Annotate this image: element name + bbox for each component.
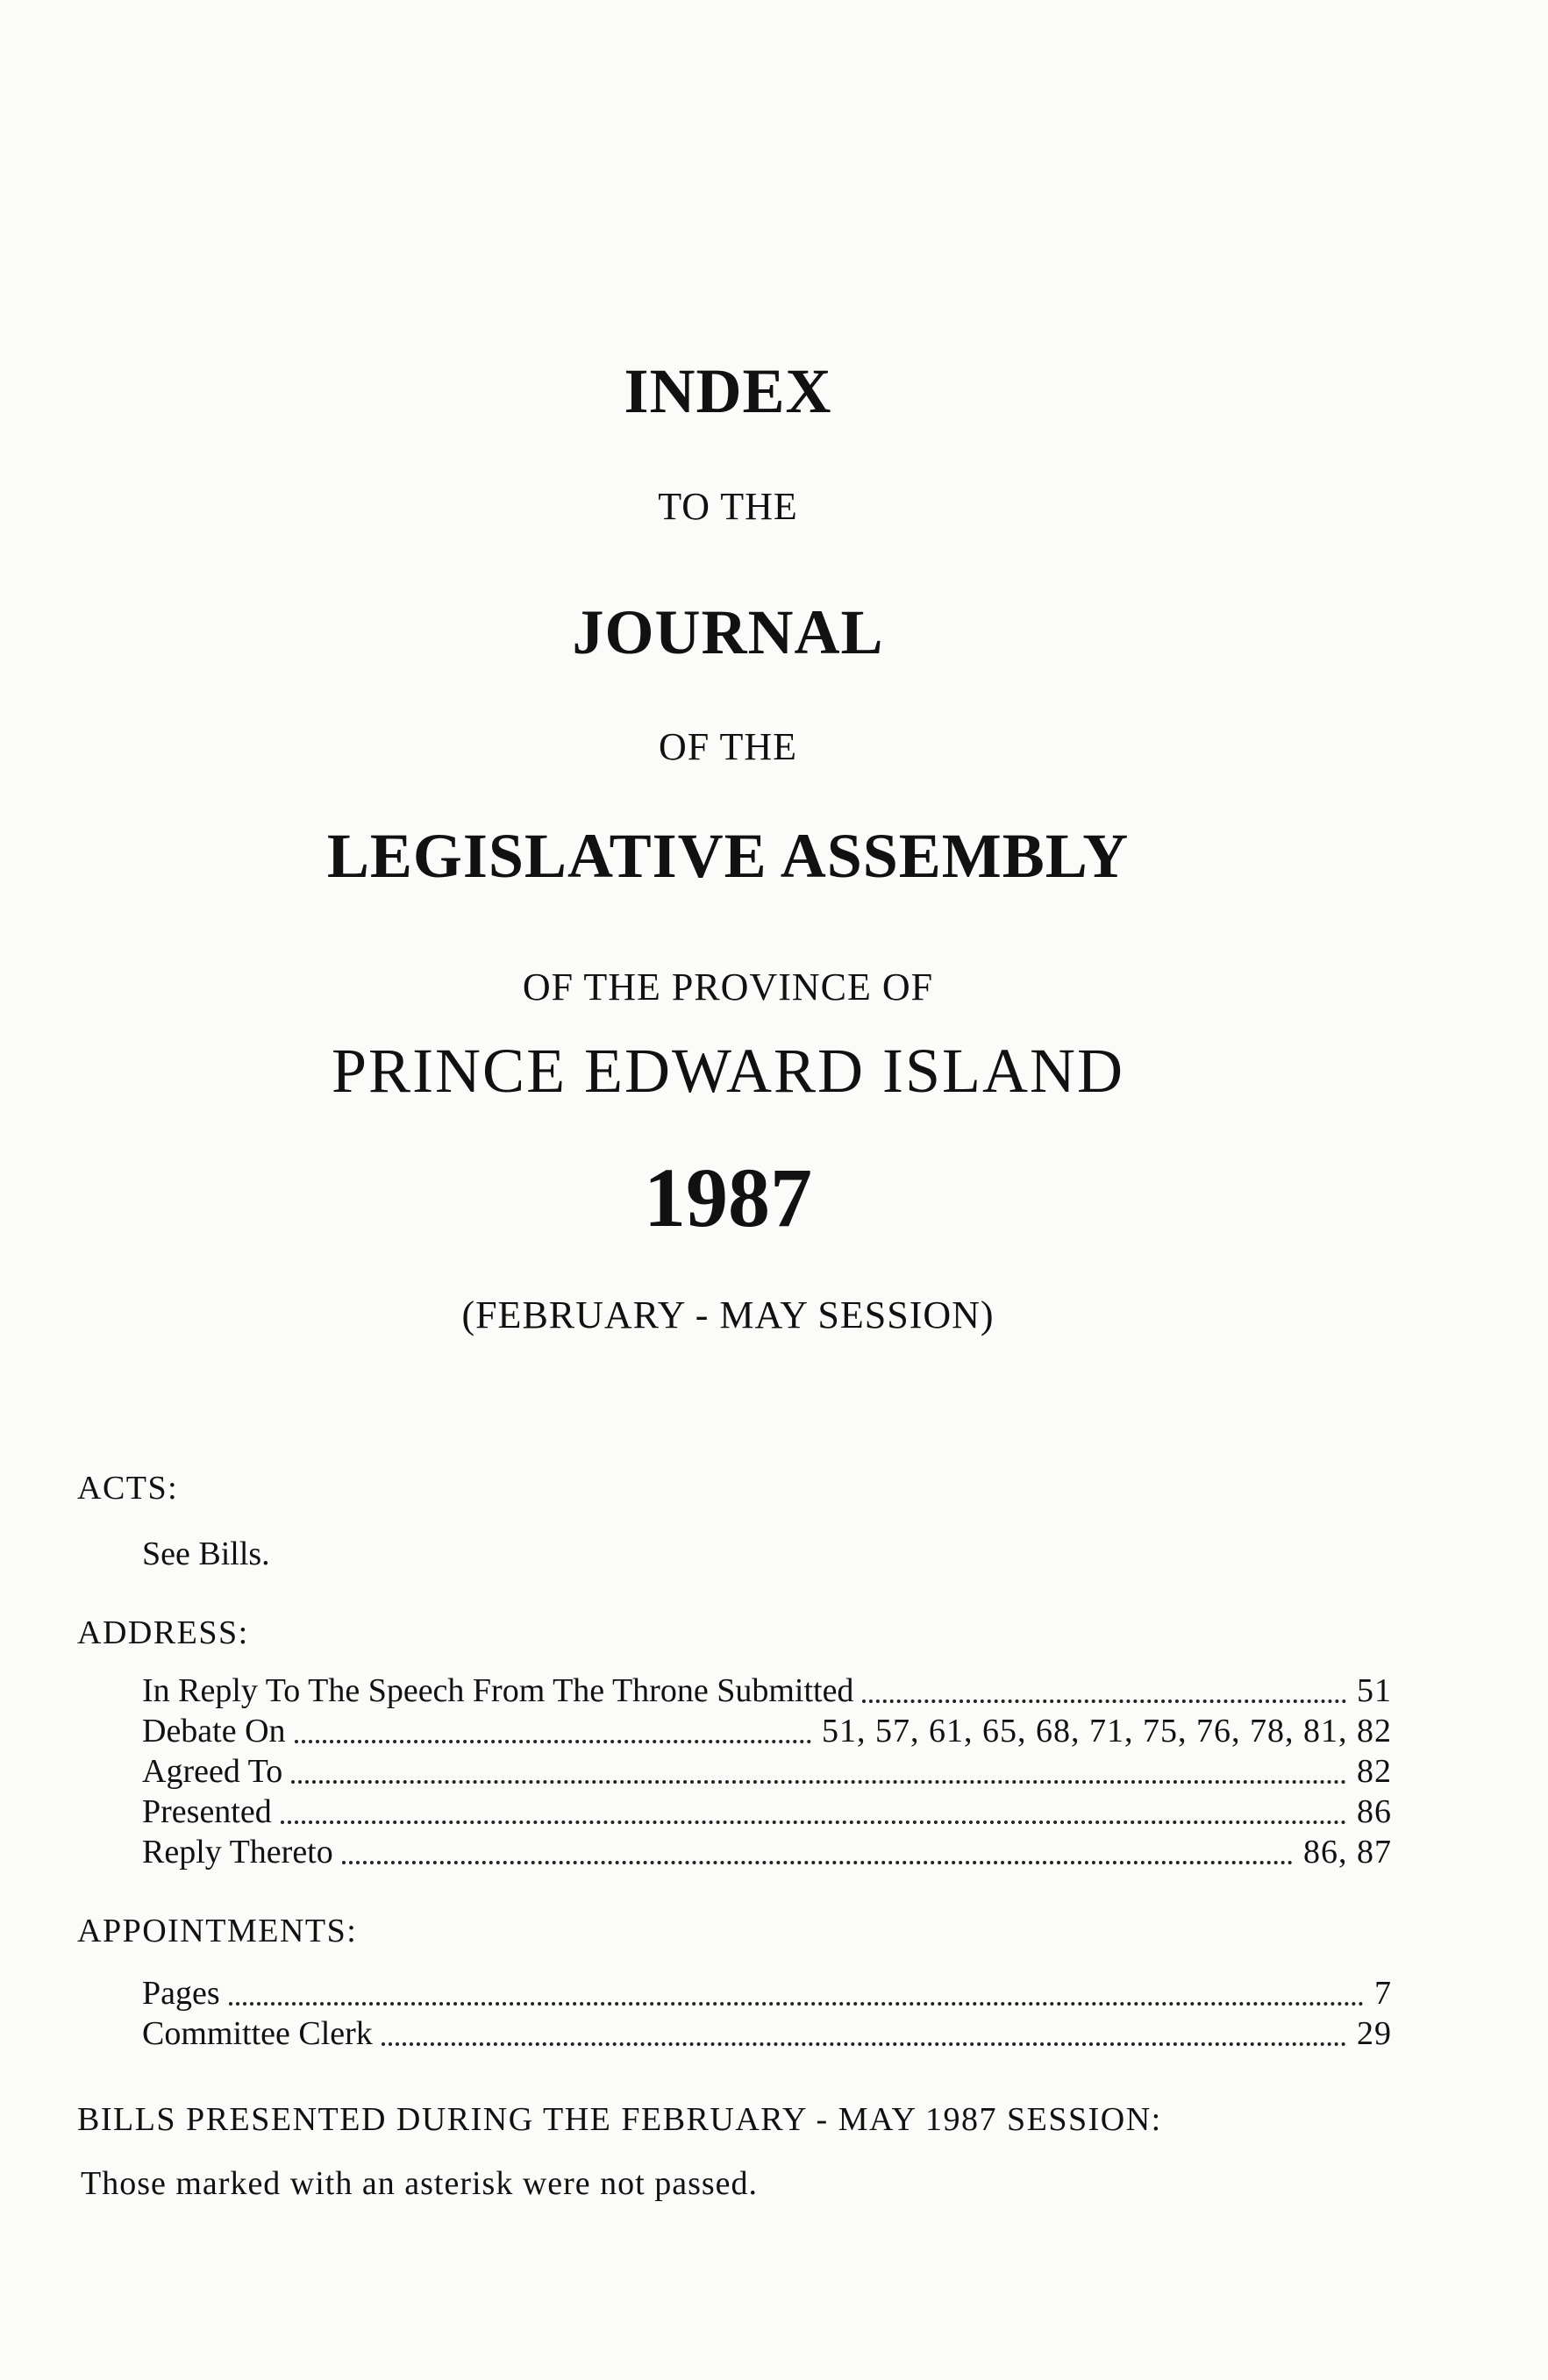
entry-pages: 51 [1357,1672,1392,1709]
entry-label: Reply Thereto [142,1834,333,1871]
dot-leader [342,1861,1293,1864]
dot-leader [281,1821,1346,1824]
assembly-title: LEGISLATIVE ASSEMBLY [326,821,1130,891]
entry-label: Committee Clerk [142,2015,373,2052]
address-entries [142,1671,1392,1872]
session-subtitle: (FEBRUARY - MAY SESSION) [461,1293,995,1336]
entry-pages: 82 [1357,1753,1392,1790]
index-entry [142,2013,1392,2054]
year-title: 1987 [644,1151,812,1244]
province-title: PRINCE EDWARD ISLAND [332,1036,1124,1106]
entry-pages: 29 [1357,2015,1392,2052]
bills-note: Those marked with an asterisk were not passed. [81,2165,759,2202]
dot-leader [295,1740,811,1743]
entry-pages: 7 [1374,1975,1392,2012]
address-heading: ADDRESS: [77,1614,249,1651]
of-province-line: OF THE PROVINCE OF [522,966,934,1008]
index-entry [142,1832,1392,1872]
index-title: INDEX [624,356,832,426]
dot-leader [382,2042,1346,2046]
of-the-line: OF THE [659,725,797,768]
entry-label: Presented [142,1793,272,1830]
bills-heading: BILLS PRESENTED DURING THE FEBRUARY - MAY 1987 SESSION: [77,2101,1162,2138]
index-entry [142,1711,1392,1751]
index-entry [142,1792,1392,1832]
index-entry [142,1973,1392,2013]
acts-note: See Bills. [142,1536,270,1572]
dot-leader [229,2002,1364,2006]
entry-pages: 86 [1357,1793,1392,1830]
entry-label: Agreed To [142,1753,283,1790]
entry-label: In Reply To The Speech From The Throne Submitted [142,1672,854,1709]
appointments-heading: APPOINTMENTS: [77,1913,358,1949]
journal-title: JOURNAL [572,597,884,667]
entry-label: Pages [142,1975,220,2012]
dot-leader [862,1699,1346,1703]
entry-label: Debate On [142,1713,286,1749]
dot-leader [291,1780,1346,1784]
appointments-entries [142,1973,1392,2054]
index-entry [142,1751,1392,1792]
entry-pages: 86, 87 [1303,1834,1392,1871]
index-entry [142,1671,1392,1711]
to-the-line: TO THE [658,485,798,528]
entry-pages: 51, 57, 61, 65, 68, 71, 75, 76, 78, 81, 82 [822,1713,1392,1749]
acts-heading: ACTS: [77,1470,179,1507]
